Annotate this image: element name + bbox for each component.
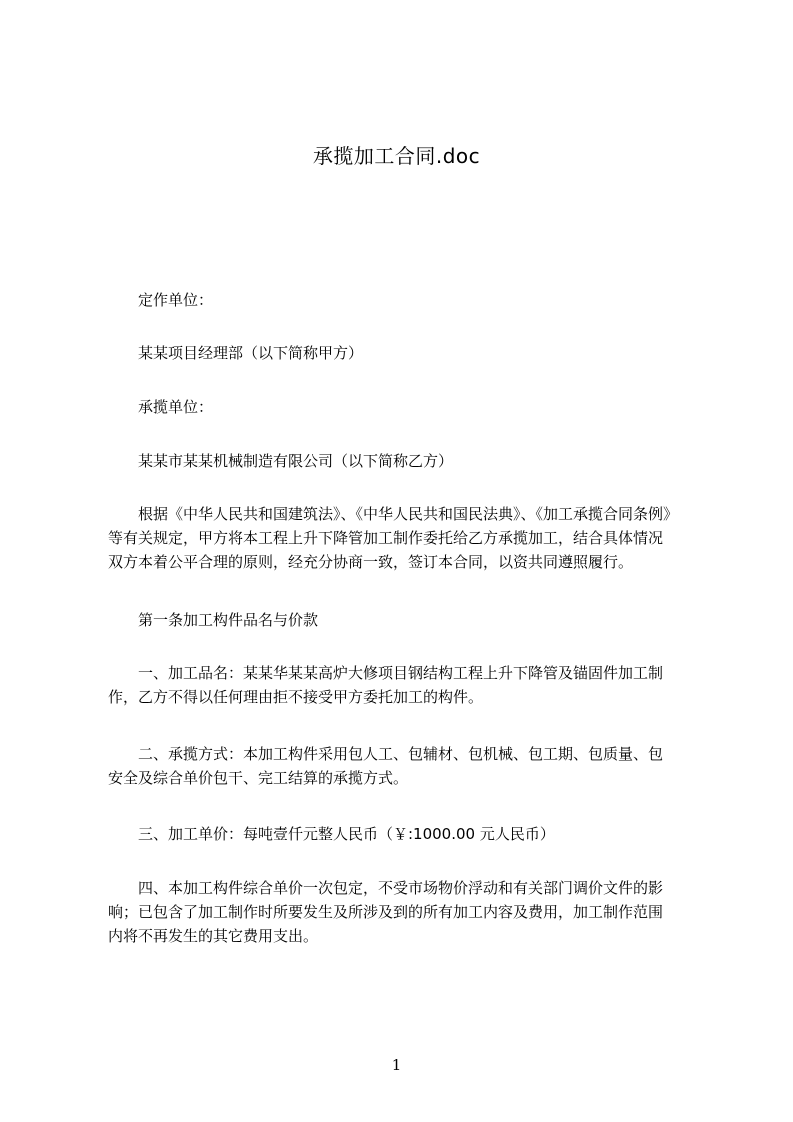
- paragraph-contractor-label: [108, 288, 708, 312]
- paragraph-line: 某某项目经理部（以下简称甲方）: [108, 344, 364, 362]
- document-title: 承揽加工合同.doc: [312, 144, 481, 168]
- paragraph-party-a: [108, 341, 708, 365]
- paragraph-line: 第一条加工构件品名与价款: [108, 611, 319, 629]
- paragraph-line: 根据《中华人民共和国建筑法》、《中华人民共和国民法典》、《加工承揽合同条例》: [108, 505, 679, 523]
- paragraph-line: 等有关规定，甲方将本工程上升下降管加工制作委托给乙方承揽加工，结合具体情况: [108, 529, 664, 547]
- paragraph-line: 三、加工单价：每吨壹仟元整人民币（￥:1000.00 元人民币）: [108, 825, 555, 843]
- paragraph-preamble: [108, 502, 708, 574]
- paragraph-party-b: [108, 449, 708, 473]
- paragraph-line: 一、加工品名：某某华某某高炉大修项目钢结构工程上升下降管及锚固件加工制: [108, 664, 664, 682]
- paragraph-line: 响；已包含了加工制作时所要发生及所涉及到的所有加工内容及费用，加工制作范围: [108, 903, 664, 921]
- paragraph-line: 某某市某某机械制造有限公司（以下简称乙方）: [108, 452, 454, 470]
- paragraph-line: 双方本着公平合理的原则，经充分协商一致，签订本合同，以资共同遵照履行。: [108, 553, 634, 571]
- paragraph-line: 作，乙方不得以任何理由拒不接受甲方委托加工的构件。: [108, 688, 484, 706]
- paragraph-line: 二、承揽方式：本加工构件采用包人工、包辅材、包机械、包工期、包质量、包: [108, 745, 664, 763]
- paragraph-line: 定作单位：: [108, 291, 214, 309]
- clause-processed-item: [108, 661, 708, 709]
- paragraph-line: 内将不再发生的其它费用支出。: [108, 927, 319, 945]
- clause-contract-method: [108, 742, 708, 790]
- article-one-heading: [108, 608, 708, 632]
- paragraph-line: 安全及综合单价包干、完工结算的承揽方式。: [108, 769, 409, 787]
- clause-unit-price: [108, 822, 708, 846]
- page-number: 1: [391, 1056, 402, 1074]
- clause-price-fixed: [108, 876, 708, 948]
- paragraph-undertaker-label: [108, 395, 708, 419]
- paragraph-line: 四、本加工构件综合单价一次包定，不受市场物价浮动和有关部门调价文件的影: [108, 879, 664, 897]
- paragraph-line: 承揽单位：: [108, 398, 214, 416]
